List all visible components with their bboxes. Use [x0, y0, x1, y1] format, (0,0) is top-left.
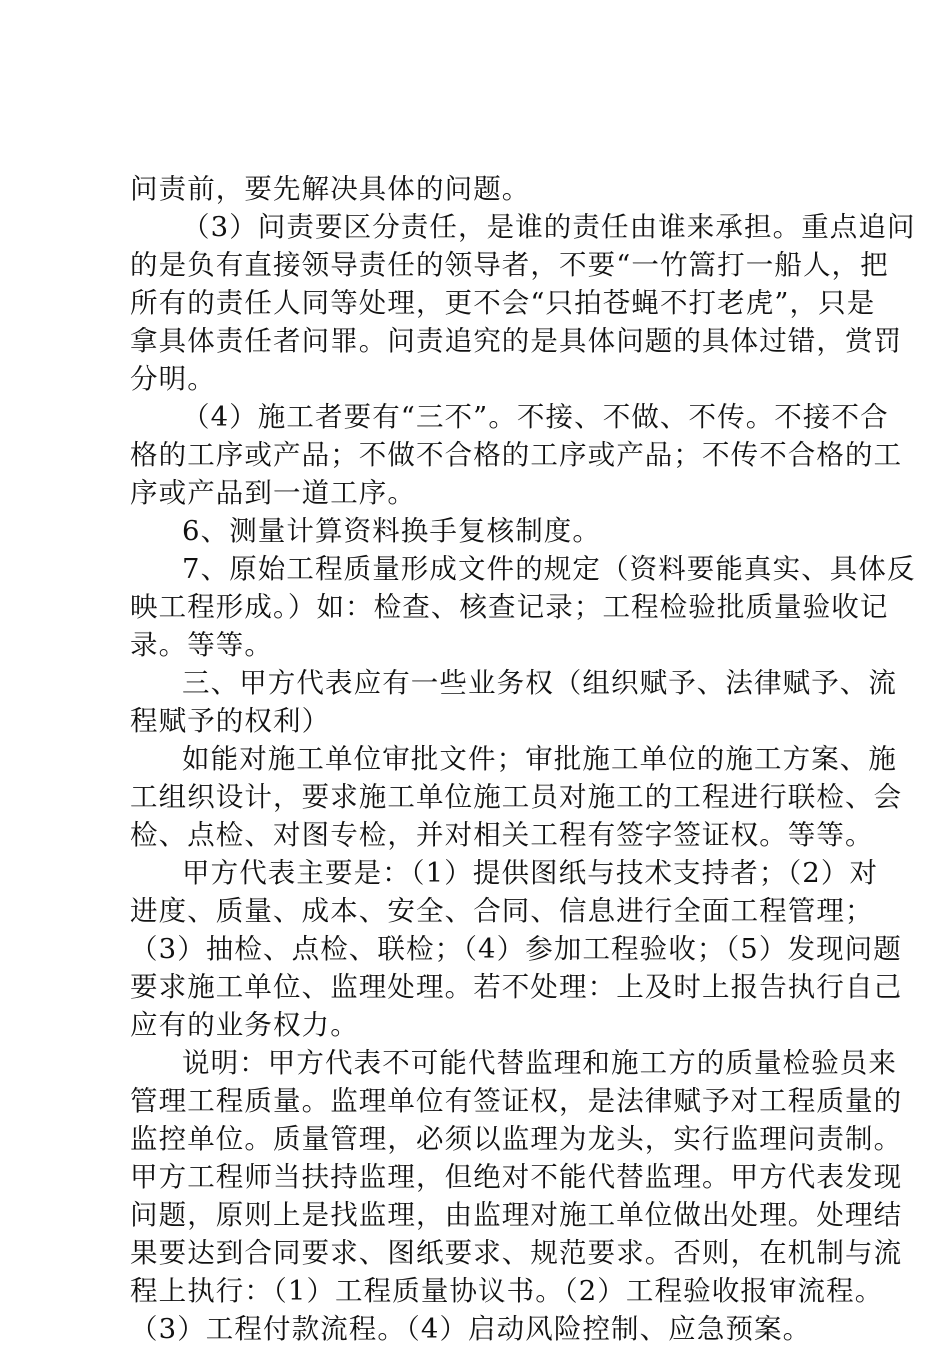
text-line: 说明：甲方代表不可能代替监理和施工方的质量检验员来 [182, 1047, 897, 1079]
text-line: 格的工序或产品；不做不合格的工序或产品；不传不合格的工 [130, 439, 903, 471]
text-line: 所有的责任人同等处理，更不会“只拍苍蝇不打老虎”，只是 [130, 287, 876, 319]
text-line: 程赋予的权利） [130, 705, 331, 737]
text-line: 如能对施工单位审批文件；审批施工单位的施工方案、施 [182, 743, 897, 775]
text-line: 映工程形成。）如：检查、核查记录；工程检验批质量验收记 [130, 591, 889, 623]
text-line: 拿具体责任者问罪。问责追究的是具体问题的具体过错，赏罚 [130, 325, 903, 357]
text-line: 要求施工单位、监理处理。若不处理：上及时上报告执行自己 [130, 971, 903, 1003]
text-line: 问题，原则上是找监理，由监理对施工单位做出处理。处理结 [130, 1199, 903, 1231]
text-line: 管理工程质量。监理单位有签证权，是法律赋予对工程质量的 [130, 1085, 903, 1117]
text-line: 程上执行：（1）工程质量协议书。（2）工程验收报审流程。 [130, 1275, 884, 1307]
text-line: 6、测量计算资料换手复核制度。 [182, 515, 601, 547]
text-line: 检、点检、对图专检，并对相关工程有签字签证权。等等。 [130, 819, 874, 851]
text-line: 分明。 [130, 363, 216, 395]
text-line: 三、甲方代表应有一些业务权（组织赋予、法律赋予、流 [182, 667, 897, 699]
text-line: 的是负有直接领导责任的领导者，不要“一竹篙打一船人，把 [130, 249, 889, 281]
text-line: 监控单位。质量管理，必须以监理为龙头，实行监理问责制。 [130, 1123, 903, 1155]
text-line: （3）工程付款流程。（4）启动风险控制、应急预案。 [130, 1313, 812, 1345]
text-line: 序或产品到一道工序。 [130, 477, 416, 509]
text-line: 甲方工程师当扶持监理，但绝对不能代替监理。甲方代表发现 [130, 1161, 903, 1193]
text-line: 问责前，要先解决具体的问题。 [130, 173, 531, 205]
text-line: 录。等等。 [130, 629, 273, 661]
text-line: （3）抽检、点检、联检；（4）参加工程验收；（5）发现问题 [130, 933, 902, 965]
text-line: （4）施工者要有“三不”。不接、不做、不传。不接不合 [182, 401, 889, 433]
text-line: 果要达到合同要求、图纸要求、规范要求。否则，在机制与流 [130, 1237, 903, 1269]
text-line: 进度、质量、成本、安全、合同、信息进行全面工程管理； [130, 895, 874, 927]
text-line: （3）问责要区分责任，是谁的责任由谁来承担。重点追问 [182, 211, 916, 243]
text-line: 工组织设计，要求施工单位施工员对施工的工程进行联检、会 [130, 781, 903, 813]
text-line: 甲方代表主要是：（1）提供图纸与技术支持者；（2）对 [182, 857, 879, 889]
text-line: 7、原始工程质量形成文件的规定（资料要能真实、具体反 [182, 553, 916, 585]
text-line: 应有的业务权力。 [130, 1009, 359, 1041]
